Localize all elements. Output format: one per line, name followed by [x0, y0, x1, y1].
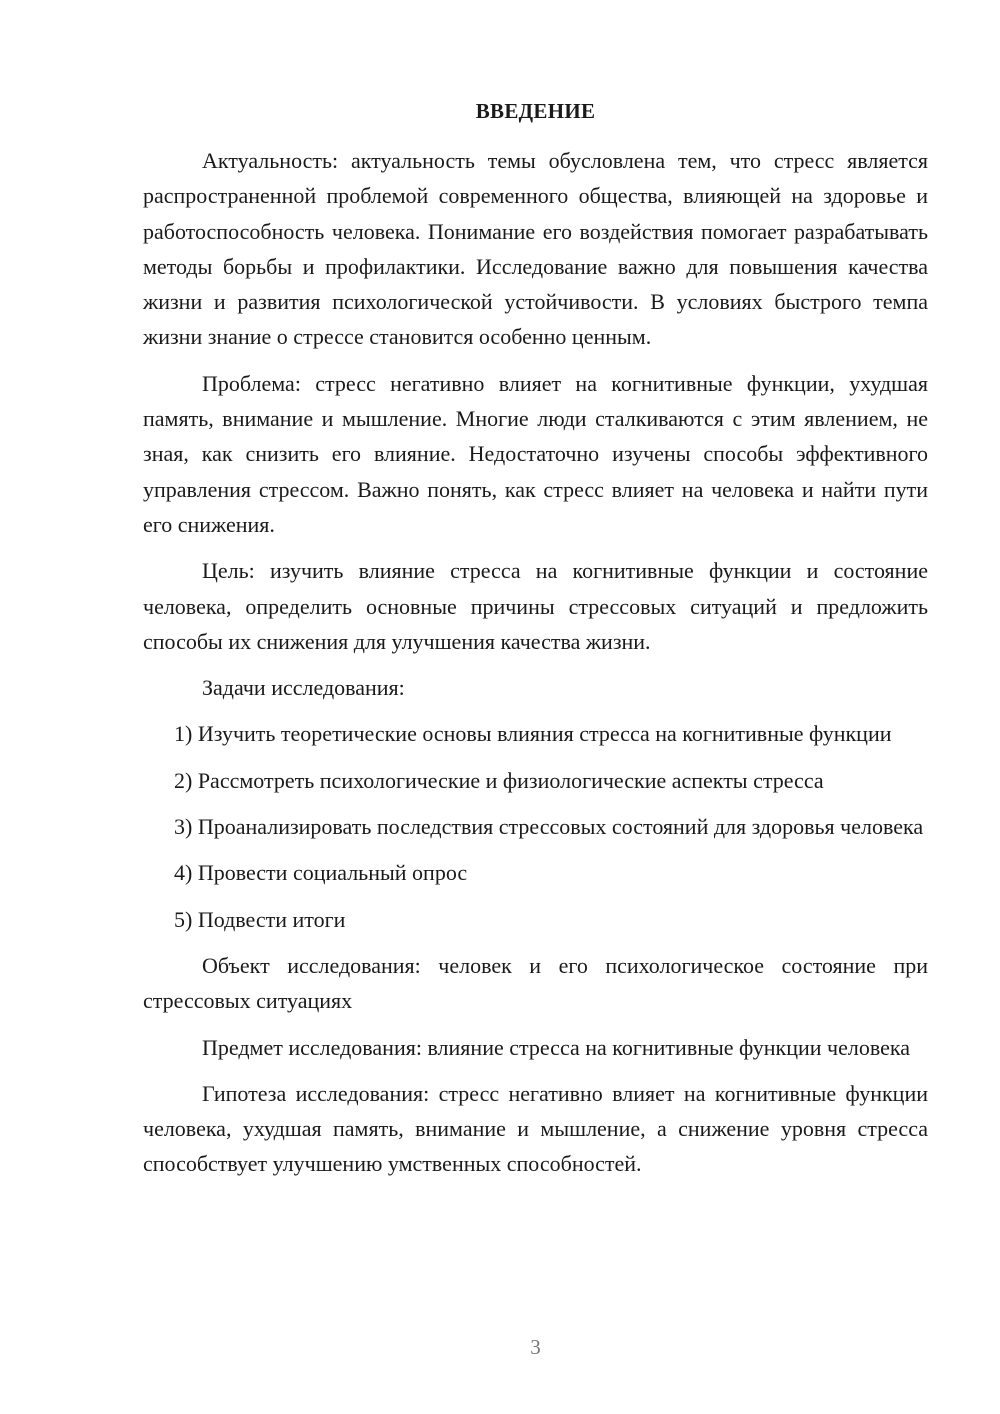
problem-paragraph: Проблема: стресс негативно влияет на когнитивные функции, ухудшая память, внимание и мышление. Многие люди сталкиваются с этим явлением, не зная, как снизить его влияние. Недостаточно изучены способы эффективного управления стрессом. Важно понять, как стресс влияет на человека и найти пути его снижения. — [143, 370, 928, 537]
document-page — [143, 0, 928, 1414]
hypothesis-paragraph: Гипотеза исследования: стресс негативно влияет на когнитивные функции человека, ухудшая память, внимание и мышление, а снижение уровня стресса способствует улучшению умственных способностей. — [143, 1080, 928, 1177]
task-item-3: 3) Проанализировать последствия стрессовых состояний для здоровья человека — [174, 814, 924, 840]
task-item-2: 2) Рассмотреть психологические и физиологические аспекты стресса — [174, 767, 824, 793]
body-text — [143, 143, 928, 1193]
task-item-5: 5) Подвести итоги — [174, 906, 346, 932]
relevance-paragraph: Актуальность: актуальность темы обусловлена тем, что стресс является распространенной проблемой современного общества, влияющей на здоровье и работоспособность человека. Понимание его воздействия помогает разрабатывать методы борьбы и профилактики. Исследование важно для повышения качества жизни и развития психологической устойчивости. В условиях быстрого темпа жизни знание о стрессе становится особенно ценным. — [143, 148, 928, 350]
object-paragraph: Объект исследования: человек и его психологическое состояние при стрессовых ситуациях — [143, 952, 928, 1014]
task-item-4: 4) Провести социальный опрос — [174, 860, 468, 886]
task-item-1: 1) Изучить теоретические основы влияния стресса на когнитивные функции — [174, 721, 892, 747]
tasks-heading: Задачи исследования: — [202, 675, 405, 701]
page-number: 3 — [530, 1335, 541, 1359]
subject-paragraph: Предмет исследования: влияние стресса на когнитивные функции человека — [202, 1034, 910, 1060]
goal-paragraph: Цель: изучить влияние стресса на когнитивные функции и состояние человека, определить основные причины стрессовых ситуаций и предложить способы их снижения для улучшения качества жизни. — [143, 558, 928, 654]
section-title: ВВЕДЕНИЕ — [475, 99, 596, 123]
